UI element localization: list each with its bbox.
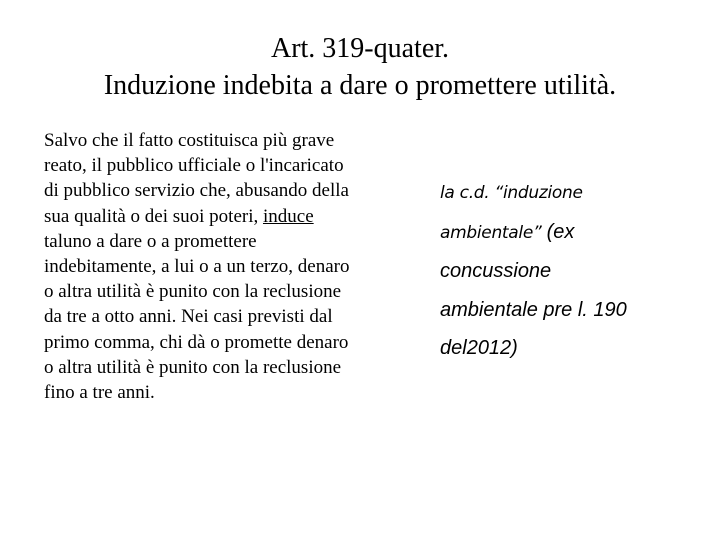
note-line-1: la c.d. “induzione [440, 183, 583, 203]
note-line-2b: (ex [546, 220, 575, 243]
article-text [44, 128, 354, 405]
article-text-part-1: Salvo che il fatto costituisca più grave reato, il pubblico ufficiale o l'incaricato di pubblico servizio che, abusando della sua qualità o dei suoi poteri, [44, 130, 349, 227]
article-paragraph [44, 128, 354, 405]
note-line-2a: ambientale” [440, 222, 547, 243]
note-line-5: del2012) [440, 337, 518, 359]
title-line-2: Induzione indebita a dare o promettere utilità. [103, 70, 617, 101]
underlined-word: induce [262, 205, 314, 227]
note-line-2 [440, 213, 700, 253]
note-line-3: concussione [440, 260, 552, 282]
note-line-4: ambientale pre l. 190 [440, 298, 627, 321]
article-text-part-2: taluno a dare o a promettere indebitamente, a lui o a un terzo, denaro o altra utilità è punito con la reclusione da tre a otto anni. Nei casi previsti dal primo comma, chi dà o promette denaro o altra utilità è punito con la reclusione fino a tre anni. [44, 230, 350, 404]
slide-title [0, 30, 720, 104]
title-line-1: Art. 319-quater. [270, 33, 450, 64]
side-note [440, 174, 700, 368]
